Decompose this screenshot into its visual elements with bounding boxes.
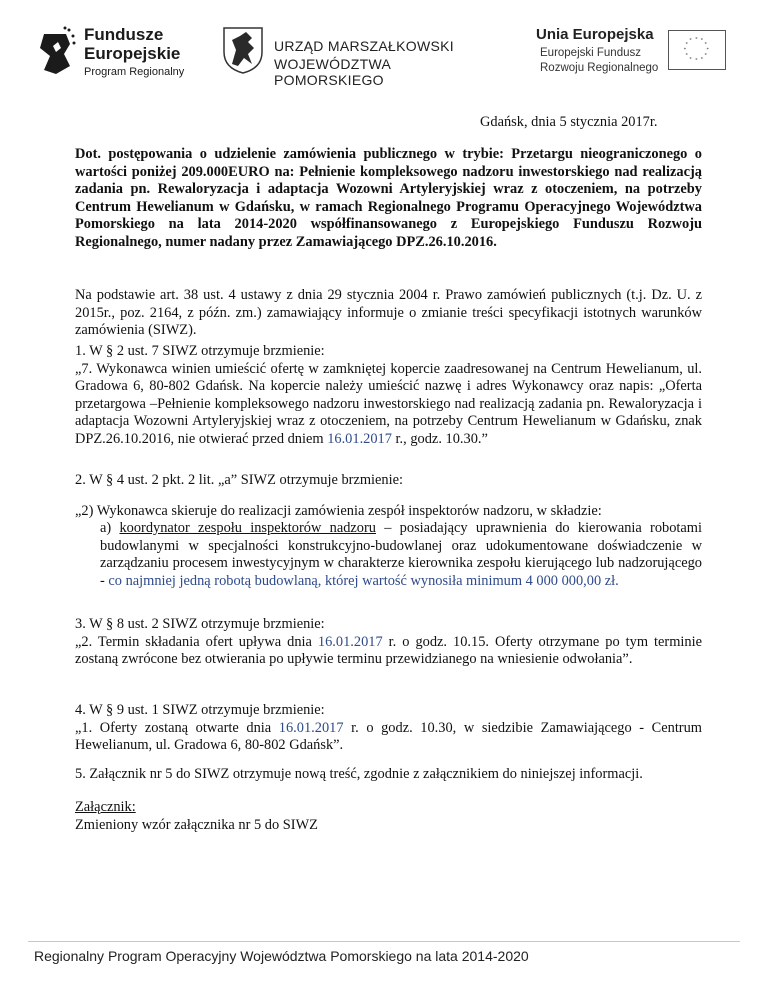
intro-paragraph: Na podstawie art. 38 ust. 4 ustawy z dnia 29 stycznia 2004 r. Prawo zamówień publicznych (t.j. Dz. U. z 2015r., poz. 2164, z późn. zm.) zamawiający informuje o zmianie treści specyfikacji istotnych warunków zamówienia (SIWZ).	[75, 287, 702, 339]
svg-text:*: *	[700, 57, 704, 63]
item4-heading: 4. W § 9 ust. 1 SIWZ otrzymuje brzmienie:	[75, 702, 325, 718]
item1-text: „7. Wykonawca winien umieścić ofertę w zamkniętej kopercie zaadresowanej na Centrum Hewelianum, ul. Gradowa 6, 80-802 Gdańsk. Na kopercie należy umieścić nazwę i adres Wykonawcy oraz napis: „Oferta przetargowa –Pełnienie kompleksowego nadzoru inwestorskiego nad realizacją zadania pn. Rewaloryzacja i adaptacja Wozowni Artyleryjskiej wraz z otoczeniem, na potrzeby Centrum Hewelianum w Gdańsku, znak DPZ.26.10.2016, nie otwierać przed dniem	[75, 360, 702, 447]
um-title-line1: URZĄD MARSZAŁKOWSKI	[274, 38, 454, 54]
fundusze-europejskie-logo	[36, 20, 206, 84]
item3-text-end: r. o godz. 10.15. Oferty otrzymane po tym terminie zostaną zwrócone bez otwierania po upływie terminu przewidzianego na wniesienie odwołania”.	[75, 633, 702, 668]
um-title-line2: WOJEWÓDZTWA POMORSKIEGO	[274, 56, 391, 88]
svg-text:*: *	[689, 38, 692, 44]
svg-text:*: *	[695, 58, 698, 64]
item5-paragraph: 5. Załącznik nr 5 do SIWZ otrzymuje nową treść, zgodnie z załącznikiem do niniejszej informacji.	[75, 766, 643, 782]
item2-sub-prefix: a)	[100, 520, 120, 536]
svg-text:*: *	[695, 37, 698, 43]
item4-body	[75, 720, 702, 755]
footer-text: Regionalny Program Operacyjny Województwa Pomorskiego na lata 2014-2020	[34, 948, 529, 964]
footer-divider	[28, 941, 740, 942]
item1-date: 16.01.2017	[327, 430, 392, 447]
ue-title: Unia Europejska	[536, 26, 654, 43]
item2-sub-underlined: koordynator zespołu inspektorów nadzoru	[119, 520, 376, 536]
item1-text-end: r., godz. 10.30.”	[391, 430, 488, 447]
fe-title-line1: Fundusze	[84, 25, 164, 44]
svg-text:*: *	[683, 47, 687, 53]
document-date: Gdańsk, dnia 5 stycznia 2017r.	[480, 114, 658, 130]
ue-fund-line1: Europejski Fundusz	[540, 47, 641, 59]
attachment-label: Załącznik:	[75, 799, 136, 815]
svg-text:*: *	[685, 42, 688, 48]
fundusze-europejskie-icon	[36, 26, 76, 78]
item2-heading: 2. W § 4 ust. 2 pkt. 2 lit. „a” SIWZ otrzymuje brzmienie:	[75, 472, 403, 488]
unia-europejska-logo	[536, 26, 736, 82]
svg-text:*: *	[700, 38, 704, 44]
ue-fund-line2: Rozwoju Regionalnego	[540, 62, 659, 74]
item3-heading: 3. W § 8 ust. 2 SIWZ otrzymuje brzmienie:	[75, 616, 325, 632]
svg-text:*: *	[706, 47, 709, 53]
eu-flag-icon	[668, 30, 726, 70]
item2-sub-blue: co najmniej jedną robotą budowlaną, której wartość wynosiła minimum 4 000 000,00 zł.	[108, 572, 619, 589]
svg-text:*: *	[704, 53, 707, 59]
fe-subtitle: Program Regionalny	[84, 66, 185, 78]
fe-title-line2: Europejskie	[84, 44, 181, 63]
attachment-section	[75, 799, 702, 834]
item3-text: „2. Termin składania ofert upływa dnia	[75, 633, 318, 650]
item1-body	[75, 361, 702, 449]
item3-section	[75, 616, 702, 669]
attachment-text: Zmieniony wzór załącznika nr 5 do SIWZ	[75, 816, 318, 833]
item4-text-end: r. o godz. 10.30, w siedzibie Zamawiającego - Centrum Hewelianum, ul. Gradowa 6, 80-802 Gdańsk”.	[75, 719, 702, 754]
svg-text:*: *	[704, 42, 707, 48]
pomorskie-griffin-icon	[222, 26, 264, 74]
svg-text:*: *	[689, 57, 692, 63]
svg-text:*: *	[685, 53, 688, 59]
item2-sub-text: – posiadający uprawnienia do kierowania robotami budowlanymi w specjalności konstrukcyjno-budowlanej oraz udokumentowane doświadczenie w zarządzaniu procesem inwestycyjnym w charakterze kierownika zespołu kierującego lub nadzorującego -	[100, 520, 703, 589]
item1-section	[75, 343, 702, 449]
item1-heading: 1. W § 2 ust. 7 SIWZ otrzymuje brzmienie:	[75, 343, 325, 359]
item4-date: 16.01.2017	[278, 719, 344, 736]
item2-subpoint	[100, 520, 702, 590]
item4-text: „1. Oferty zostaną otwarte dnia	[75, 719, 279, 736]
item3-date: 16.01.2017	[317, 633, 383, 650]
item4-section	[75, 702, 702, 755]
item2-lead: „2) Wykonawca skieruje do realizacji zamówienia zespół inspektorów nadzoru, w składzie:	[75, 503, 602, 519]
document-subject: Dot. postępowania o udzielenie zamówienia publicznego w trybie: Przetargu nieograniczonego o wartości poniżej 209.000EURO na: Pełnienie kompleksowego nadzoru inwestorskiego nad realizacją zadania pn. Rewaloryzacja i adaptacja Wozowni Artyleryjskiej wraz z otoczeniem, na potrzeby Centrum Hewelianum w Gdańsku, w ramach Regionalnego Programu Operacyjnego Województwa Pomorskiego na lata 2014-2020 współfinansowanego z Europejskiego Funduszu Rozwoju Regionalnego, numer nadany przez Zamawiającego DPZ.26.10.2016.	[75, 146, 702, 250]
item3-body	[75, 634, 702, 669]
urzad-marszalkowski-logo	[222, 24, 482, 88]
